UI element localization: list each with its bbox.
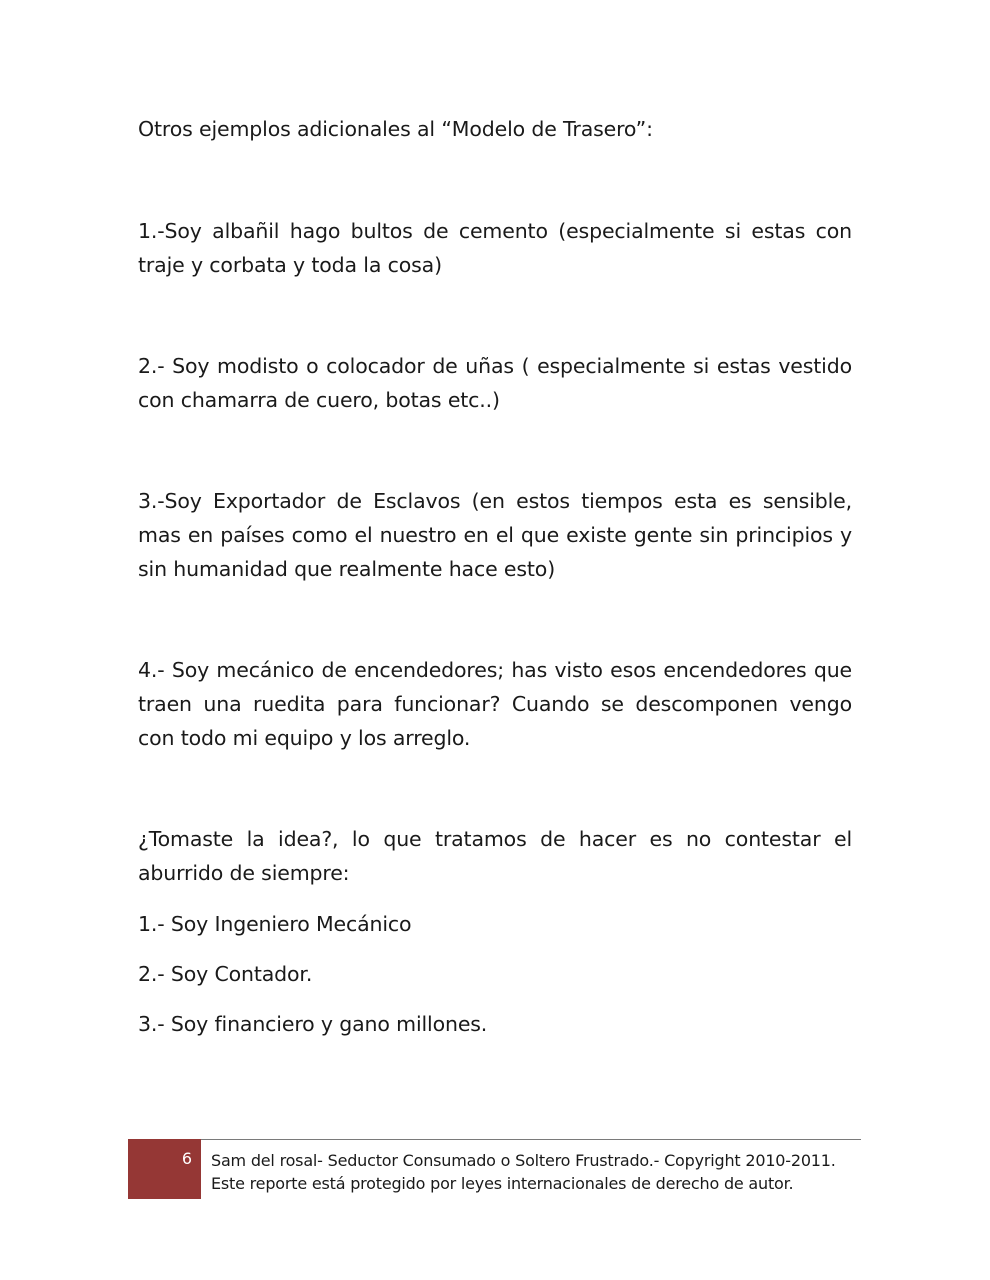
example-item-3: 3.-Soy Exportador de Esclavos (en estos tiempos esta es sensible, mas en países como el nuestro en el que existe gente sin principios y sin humanidad que realmente hace esto) xyxy=(138,489,852,581)
example-item-4: 4.- Soy mecánico de encendedores; has visto esos encendedores que traen una ruedita para funcionar? Cuando se descomponen vengo con todo mi equipo y los arreglo. xyxy=(138,658,852,750)
page-number: 6 xyxy=(181,1149,192,1168)
footer-line-2: Este reporte está protegido por leyes internacionales de derecho de autor. xyxy=(211,1174,794,1193)
footer-line-1: Sam del rosal- Seductor Consumado o Soltero Frustrado.- Copyright 2010-2011. xyxy=(211,1151,836,1170)
page-number-box xyxy=(128,1139,201,1199)
footer-copyright xyxy=(211,1149,861,1195)
boring-answer-1: 1.- Soy Ingeniero Mecánico xyxy=(138,912,412,936)
example-item-1: 1.-Soy albañil hago bultos de cemento (especialmente si estas con traje y corbata y toda la cosa) xyxy=(138,219,852,277)
page-footer xyxy=(128,1139,861,1199)
footer-divider xyxy=(128,1139,861,1140)
boring-answer-2: 2.- Soy Contador. xyxy=(138,962,313,986)
intro-paragraph: Otros ejemplos adicionales al “Modelo de Trasero”: xyxy=(138,117,653,141)
example-item-2: 2.- Soy modisto o colocador de uñas ( especialmente si estas vestido con chamarra de cuero, botas etc..) xyxy=(138,354,852,412)
boring-answer-3: 3.- Soy financiero y gano millones. xyxy=(138,1012,488,1036)
question-paragraph: ¿Tomaste la idea?, lo que tratamos de hacer es no contestar el aburrido de siempre: xyxy=(138,827,852,885)
